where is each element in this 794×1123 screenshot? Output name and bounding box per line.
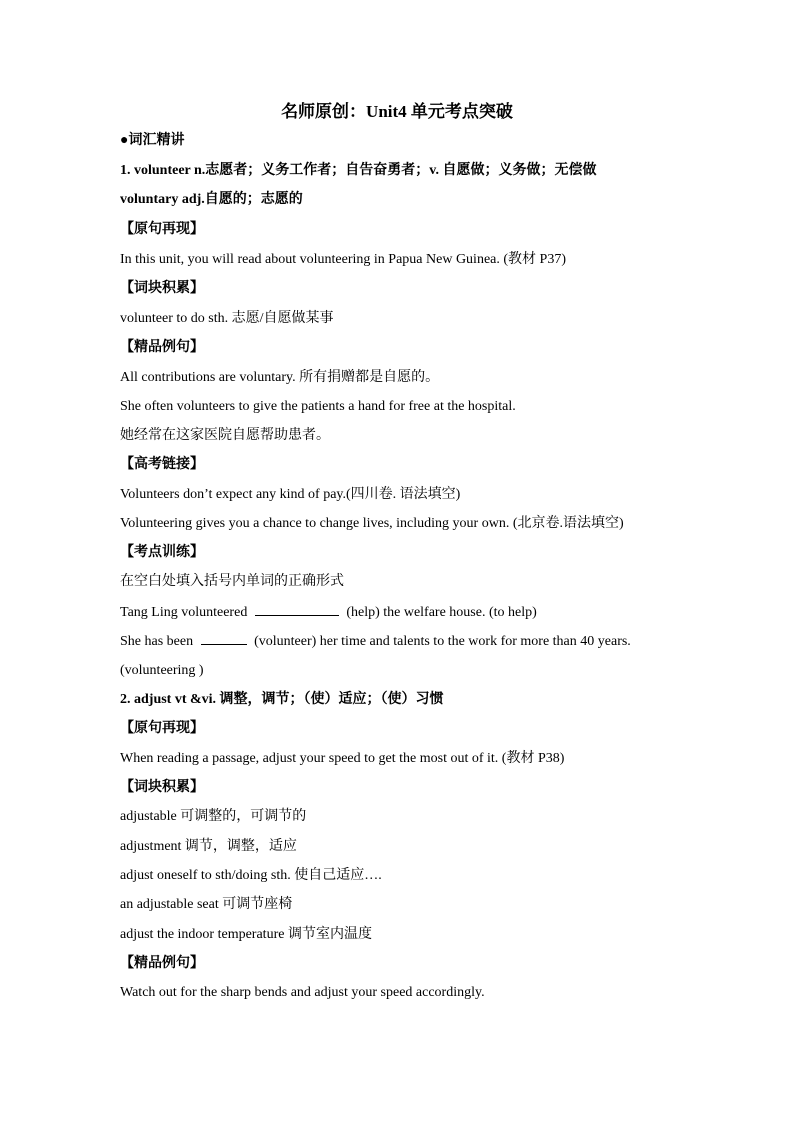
tag-practice: 【考点训练】 — [120, 545, 204, 560]
tag-phrase-accumulation: 【词块积累】 — [120, 780, 204, 795]
example-sentence: She often volunteers to give the patients a hand for free at the hospital. — [120, 399, 516, 414]
original-sentence-text: In this unit, you will read about volunteering in Papua New Guinea. (教材 P37) — [120, 252, 566, 267]
word-entry-adjust-heading: 2. adjust vt &vi. 调整，调节；（使）适应；（使）习惯 — [120, 692, 444, 707]
tag-gaokao-link: 【高考链接】 — [120, 457, 204, 472]
example-sentence-translation: 她经常在这家医院自愿帮助患者。 — [120, 428, 330, 443]
answer-blank[interactable] — [201, 630, 247, 645]
phrase-item: adjustment 调节，调整，适应 — [120, 839, 297, 854]
example-sentence: Watch out for the sharp bends and adjust your speed accordingly. — [120, 985, 485, 1000]
practice-text: (help) the welfare house. (to help) — [346, 605, 537, 620]
practice-item-1 — [120, 601, 710, 623]
tag-example-sentences: 【精品例句】 — [120, 956, 204, 971]
phrase-item: adjust oneself to sth/doing sth. 使自己适应…. — [120, 868, 382, 883]
practice-item-2 — [120, 630, 710, 652]
practice-text: She has been — [120, 634, 194, 649]
practice-text: Tang Ling volunteered — [120, 605, 248, 620]
practice-answer: (volunteering ) — [120, 663, 204, 678]
original-sentence-text: When reading a passage, adjust your speed to get the most out of it. (教材 P38) — [120, 751, 565, 766]
practice-text: (volunteer) her time and talents to the work for more than 40 years. — [254, 634, 631, 649]
phrase-item: adjust the indoor temperature 调节室内温度 — [120, 927, 372, 942]
gaokao-sentence: Volunteers don’t expect any kind of pay.(四川卷. 语法填空) — [120, 487, 461, 502]
page-title: 名师原创：Unit4 单元考点突破 — [281, 102, 513, 121]
answer-blank[interactable] — [255, 601, 339, 616]
word-entry-volunteer-heading: 1. volunteer n.志愿者；义务工作者；自告奋勇者；v. 自愿做；义务做；无偿做 — [120, 163, 597, 178]
tag-original-sentence: 【原句再现】 — [120, 721, 204, 736]
tag-original-sentence: 【原句再现】 — [120, 222, 204, 237]
phrase-item: an adjustable seat 可调节座椅 — [120, 897, 293, 912]
practice-instruction: 在空白处填入括号内单词的正确形式 — [120, 574, 344, 589]
phrase-item: adjustable 可调整的，可调节的 — [120, 809, 307, 824]
word-entry-voluntary-heading: voluntary adj.自愿的；志愿的 — [120, 192, 303, 207]
gaokao-sentence: Volunteering gives you a chance to change lives, including your own. (北京卷.语法填空) — [120, 516, 624, 531]
tag-phrase-accumulation: 【词块积累】 — [120, 281, 204, 296]
example-sentence: All contributions are voluntary. 所有捐赠都是自愿的。 — [120, 370, 440, 385]
tag-example-sentences: 【精品例句】 — [120, 340, 204, 355]
phrase-item: volunteer to do sth. 志愿/自愿做某事 — [120, 311, 334, 326]
section-heading-vocabulary: ●词汇精讲 — [120, 133, 185, 148]
